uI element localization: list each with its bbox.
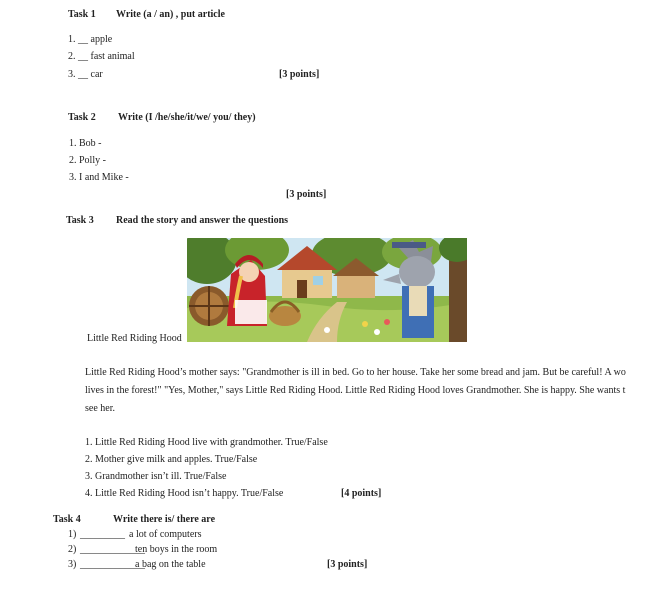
- story-line-3: see her.: [85, 403, 115, 414]
- task1-instruction: Write (a / an) , put article: [116, 9, 225, 20]
- task3-question-4: 4. Little Red Riding Hood isn’t happy. True/False: [85, 488, 284, 499]
- task2-item-1: 1. Bob -: [69, 138, 102, 149]
- task4-item-3-text: a bag on the table: [135, 559, 206, 570]
- task4-item-1-text: a lot of computers: [129, 529, 202, 540]
- image-caption: Little Red Riding Hood: [87, 333, 182, 344]
- task4-item-3-blank: _____________: [80, 559, 145, 570]
- task3-question-1: 1. Little Red Riding Hood live with grandmother. True/False: [85, 437, 328, 448]
- story-line-2: lives in the forest!" "Yes, Mother," says Little Red Riding Hood. Little Red Riding Hood loves Grandmother. She is happy. She wants t: [85, 385, 626, 396]
- story-text: [85, 364, 648, 418]
- task2-heading: Task 2: [68, 112, 96, 123]
- task4-item-1-blank: _________: [80, 529, 125, 540]
- task1-points: [3 points]: [279, 69, 320, 80]
- task1-heading: Task 1: [68, 9, 96, 20]
- task4-item-3-num: 3): [68, 559, 77, 570]
- task2-item-2: 2. Polly -: [69, 155, 106, 166]
- task1-item-3: 3. __ car: [68, 69, 103, 80]
- task3-heading: Task 3: [66, 215, 94, 226]
- task3-question-2: 2. Mother give milk and apples. True/False: [85, 454, 258, 465]
- task2-points: [3 points]: [286, 189, 327, 200]
- task2-instruction: Write (I /he/she/it/we/ you/ they): [118, 112, 256, 123]
- task4-item-2-text: ten boys in the room: [135, 544, 218, 555]
- task1-item-1: 1. __ apple: [68, 34, 113, 45]
- task3-points: [4 points]: [341, 488, 382, 499]
- story-line-1: Little Red Riding Hood’s mother says: "Grandmother is ill in bed. Go to her house. Take her some bread and jam. But be careful! A wo: [85, 367, 626, 378]
- task4-instruction: Write there is/ there are: [113, 514, 216, 525]
- story-illustration: [187, 238, 467, 342]
- task4-item-2-blank: _____________: [80, 544, 145, 555]
- task4-heading: Task 4: [53, 514, 81, 525]
- task4-item-2-num: 2): [68, 544, 77, 555]
- task3-question-3: 3. Grandmother isn’t ill. True/False: [85, 471, 227, 482]
- task3-instruction: Read the story and answer the questions: [116, 215, 289, 226]
- task4-points: [3 points]: [327, 559, 368, 570]
- task1-item-2: 2. __ fast animal: [68, 51, 135, 62]
- task2-item-3: 3. I and Mike -: [69, 172, 129, 183]
- task4-item-1-num: 1): [68, 529, 77, 540]
